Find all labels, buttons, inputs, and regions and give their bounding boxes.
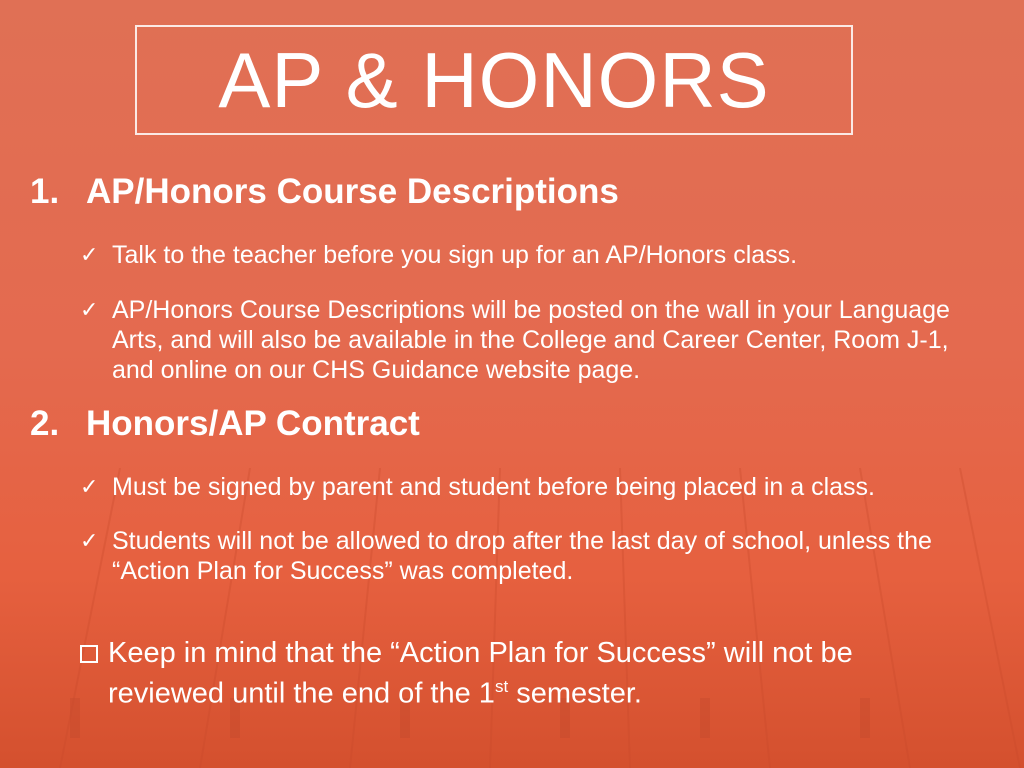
section-2-heading [30,404,420,444]
section-1-bullet-1 [80,240,992,270]
bullet-text: Talk to the teacher before you sign up for an AP/Honors class. [112,241,798,269]
checkmark-icon: ✓ [80,297,99,322]
title-box [135,25,853,135]
section-1-number: 1. [30,172,60,211]
note-text-main: Keep in mind that the “Action Plan for Success” will not be reviewed until the end of the 1 [108,637,853,710]
bullet-text: Must be signed by parent and student before being placed in a class. [112,473,876,501]
section-1-title: AP/Honors Course Descriptions [86,172,619,211]
checkmark-icon: ✓ [80,474,99,499]
section-2-number: 2. [30,404,60,443]
locker-background [0,468,1024,768]
bullet-text: AP/Honors Course Descriptions will be posted on the wall in your Language Arts, and will also be available in the College and Career Center, Room J-1, and online on our CHS Guidance website page. [112,296,950,384]
bullet-text: Students will not be allowed to drop after the last day of school, unless the “Action Plan for Success” was completed. [112,527,932,585]
section-2-bullet-1 [80,472,992,502]
section-2-bullet-2 [80,526,992,586]
slide-title: AP & HONORS [218,35,770,124]
note-text [108,636,968,711]
checkmark-icon: ✓ [80,242,99,267]
section-1-heading [30,172,619,212]
section-2-title: Honors/AP Contract [86,404,420,443]
note-superscript: st [494,677,509,696]
checkmark-icon: ✓ [80,528,99,553]
note-text-end: semester. [508,677,642,710]
section-1-bullet-2 [80,295,992,385]
note [80,636,968,711]
checkbox-icon [80,645,98,663]
